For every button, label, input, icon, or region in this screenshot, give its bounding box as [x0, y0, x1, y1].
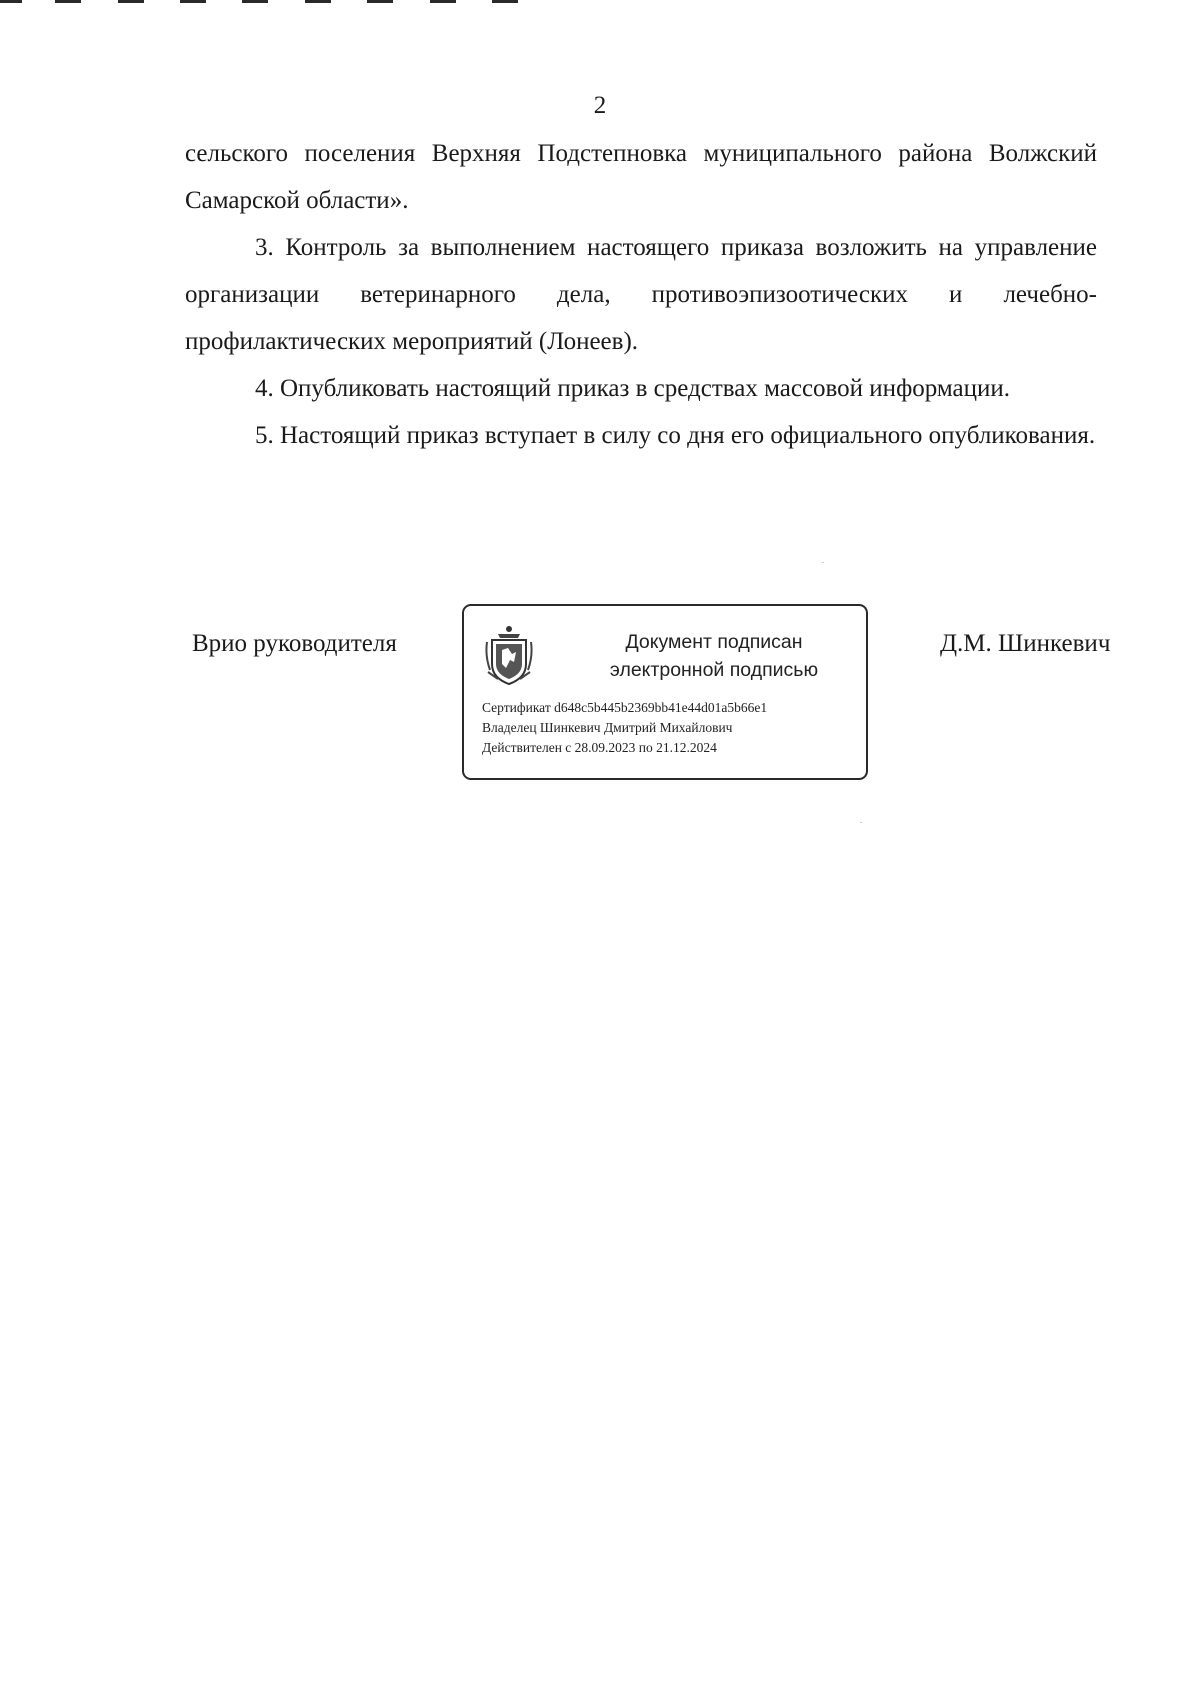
validity-line: Действителен с 28.09.2023 по 21.12.2024 [482, 740, 717, 755]
coat-of-arms-icon [484, 624, 534, 686]
paragraph-3: 3. Контроль за выполнением настоящего приказа возложить на управление организации ветеринарного дела, противоэпизоотических и лечебно-профилактических мероприятий (Лонеев). [185, 234, 1097, 355]
stamp-heading-line-1: Документ подписан [625, 631, 803, 653]
stamp-heading [574, 628, 854, 684]
signer-name: Д.М. Шинкевич [940, 630, 1111, 657]
certificate-line: Сертификат d648c5b445b2369bb41e44d01a5b66e1 [482, 700, 768, 715]
document-body [185, 130, 1097, 459]
paragraph-4: 4. Опубликовать настоящий приказ в средствах массовой информации. [255, 375, 1011, 402]
paragraph-continuation: сельского поселения Верхняя Подстепновка муниципального района Волжский Самарской области». [185, 140, 1097, 214]
signer-position: Врио руководителя [192, 630, 397, 657]
scan-speck [822, 562, 824, 563]
scan-edge-marks [0, 0, 540, 6]
paragraph-5: 5. Настоящий приказ вступает в силу со дня его официального опубликования. [255, 422, 1096, 449]
stamp-details [482, 698, 767, 758]
owner-line: Владелец Шинкевич Дмитрий Михайлович [482, 720, 733, 735]
page-number: 2 [593, 92, 607, 119]
scan-speck [860, 822, 862, 823]
stamp-heading-line-2: электронной подписью [609, 659, 819, 681]
electronic-signature-stamp [462, 604, 868, 780]
